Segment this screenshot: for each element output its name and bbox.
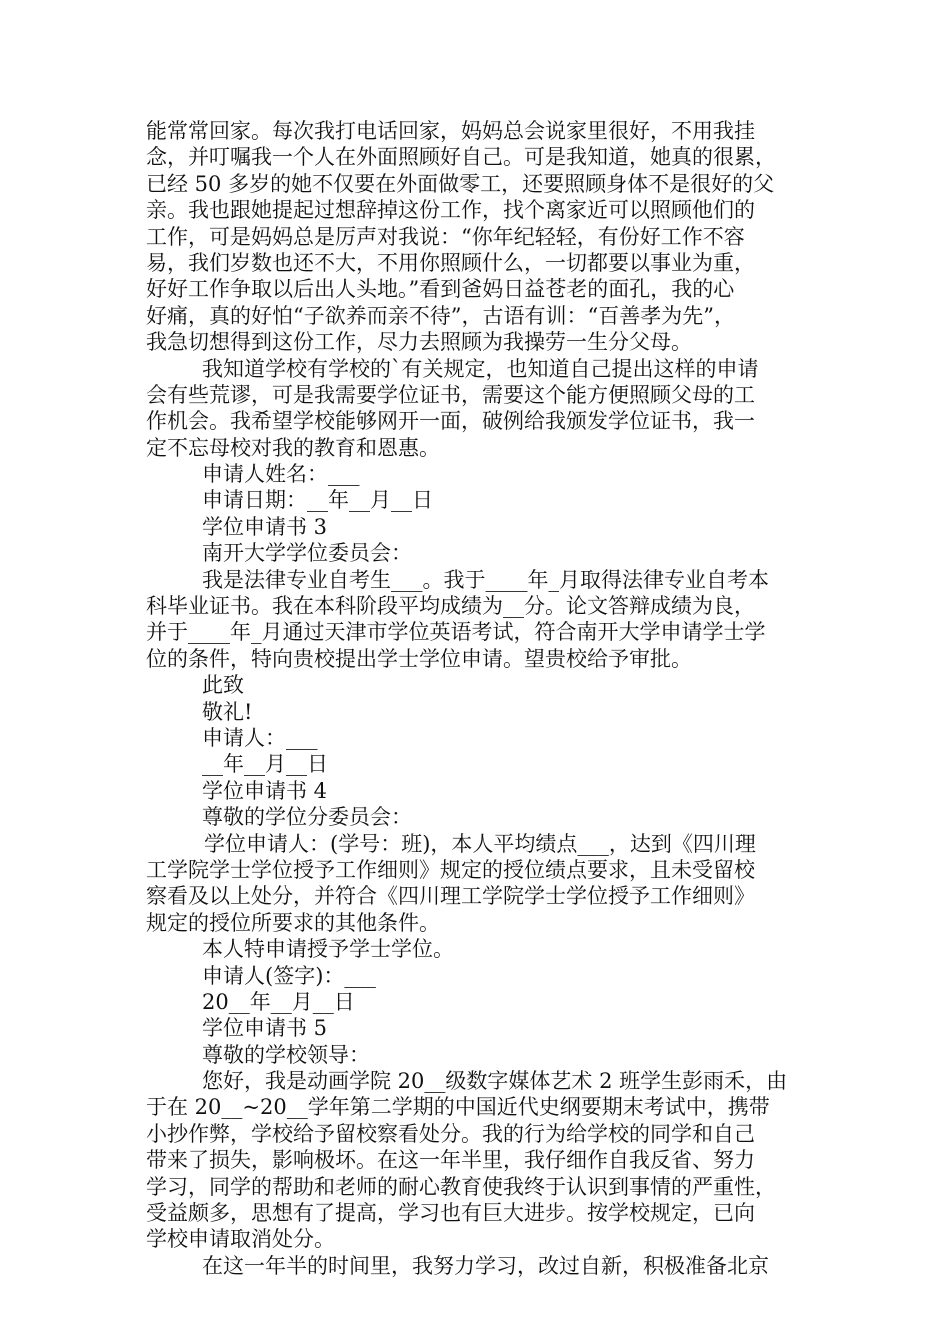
text-line: 学位申请书 5 (202, 1016, 328, 1041)
text-line: 已经 50 多岁的她不仅要在外面做零工，还要照顾身体不是很好的父 (146, 171, 775, 196)
text-line: 规定的授位所要求的其他条件。 (146, 910, 440, 935)
text-line: 在这一年半的时间里，我努力学习，改过自新，积极准备北京 (202, 1253, 769, 1278)
text-line: 并于____年_月通过天津市学位英语考试，符合南开大学申请学士学 (146, 620, 766, 645)
text-line: 科毕业证书。我在本科阶段平均成绩为__分。论文答辩成绩为良， (146, 594, 755, 619)
text-line: 会有些荒谬，可是我需要学位证书，需要这个能方便照顾父母的工 (146, 382, 755, 407)
text-line: 此致 (202, 673, 244, 698)
text-line: 您好，我是动画学院 20__级数字媒体艺术 2 班学生彭雨禾，由 (202, 1069, 788, 1094)
text-line: 能常常回家。每次我打电话回家，妈妈总会说家里很好，不用我挂 (146, 119, 755, 143)
text-line: 位的条件，特向贵校提出学士学位申请。望贵校给予审批。 (146, 646, 692, 671)
text-line: 我急切想得到这份工作，尽力去照顾为我操劳一生分父母。 (146, 330, 692, 355)
text-line: 工学院学士学位授予工作细则》规定的授位绩点要求，且未受留校 (146, 857, 755, 882)
text-line: 亲。我也跟她提起过想辞掉这份工作，找个离家近可以照顾他们的 (146, 198, 755, 223)
text-line: 南开大学学位委员会： (202, 541, 412, 566)
text-line: 尊敬的学校领导： (202, 1042, 370, 1067)
text-line: 学校申请取消处分。 (146, 1227, 335, 1252)
text-line: 工作，可是妈妈总是厉声对我说：“你年纪轻轻，有份好工作不容 (146, 224, 745, 249)
text-line: 学习，同学的帮助和老师的耐心教育使我终于认识到事情的严重性， (146, 1174, 776, 1199)
text-line: 申请人(签字)：___ (202, 963, 376, 988)
text-line: 我知道学校有学校的`有关规定，也知道自己提出这样的申请 (202, 356, 759, 381)
document-body (146, 118, 808, 1279)
text-line: 受益颇多，思想有了提高，学习也有巨大进步。按学校规定，已向 (146, 1201, 755, 1226)
text-line: 好好工作争取以后出人头地。”看到爸妈日益苍老的面孔，我的心 (146, 277, 735, 302)
text-line: 尊敬的学位分委员会： (202, 805, 412, 830)
text-line: 申请日期：__年__月__日 (202, 488, 433, 513)
text-line: 学位申请人：(学号：班)，本人平均绩点___，达到《四川理 (204, 831, 756, 856)
text-line: 敬礼! (202, 699, 253, 724)
text-line: 申请人姓名：___ (202, 462, 360, 487)
text-line: 20__年__月__日 (202, 989, 355, 1014)
text-line: 念，并叮嘱我一个人在外面照顾好自己。可是我知道，她真的很累， (146, 145, 776, 170)
text-line: 小抄作弊，学校给予留校察看处分。我的行为给学校的同学和自己 (146, 1121, 755, 1146)
text-line: 申请人：___ (202, 725, 318, 750)
text-line: 好痛，真的好怕“子欲养而亲不待”，古语有训：“百善孝为先”， (146, 303, 735, 328)
text-line: 带来了损失，影响极坏。在这一年半里，我仔细作自我反省、努力 (146, 1148, 755, 1173)
text-line: 学位申请书 3 (202, 514, 328, 539)
text-line: 易，我们岁数也还不大，不用你照顾什么，一切都要以事业为重， (146, 250, 755, 275)
text-line: 作机会。我希望学校能够网开一面，破例给我颁发学位证书，我一 (146, 409, 755, 434)
text-line: __年__月__日 (202, 752, 328, 777)
text-line: 学位申请书 4 (202, 778, 328, 803)
text-line: 察看及以上处分，并符合《四川理工学院学士学位授予工作细则》 (146, 884, 755, 909)
text-line: 本人特申请授予学士学位。 (202, 937, 454, 962)
text-line: 我是法律专业自考生___。我于____年_月取得法律专业自考本 (202, 567, 769, 592)
text-line: 于在 20__~20__学年第二学期的中国近代史纲要期末考试中，携带 (146, 1095, 770, 1120)
text-line: 定不忘母校对我的教育和恩惠。 (146, 435, 440, 460)
